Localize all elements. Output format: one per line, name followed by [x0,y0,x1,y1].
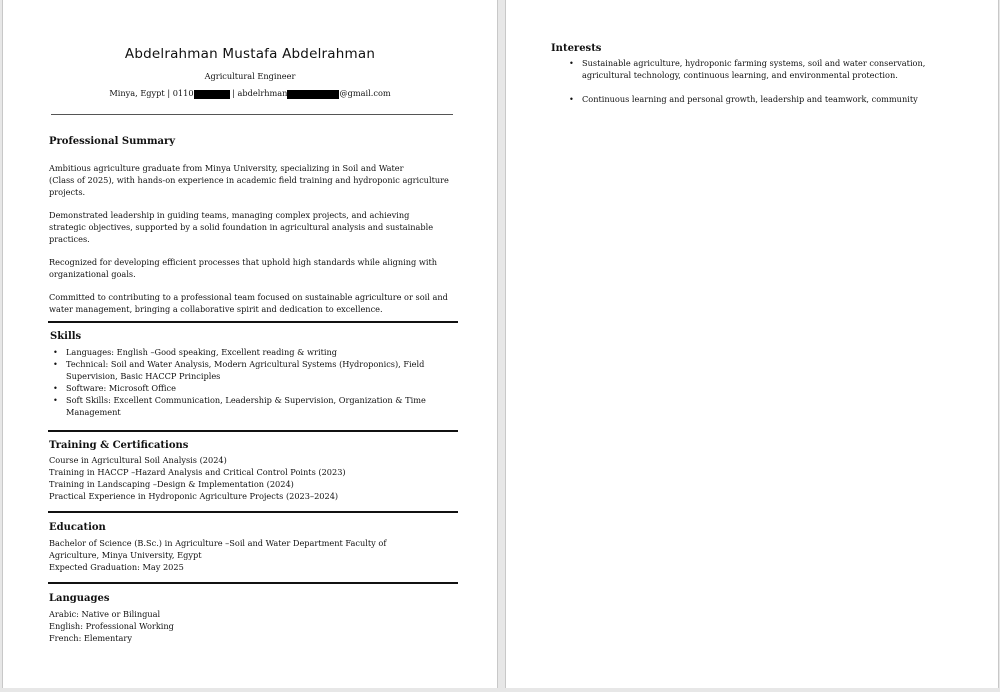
list-item: • Continuous learning and personal growth, leadership and teamwork, community [582,93,925,105]
phone: 0110 [172,88,194,98]
skills-list: • Languages: English –Good speaking, Excellent reading & writing • Technical: Soil and Water Analysis, Modern Agricultural Systems (Hydroponics), Field Supervision, Basic HACCP Principles • Software: Microsoft Office • Soft Skills: Excellent Communication, Leadership & Supervision, Organization & Time Management [66,346,426,418]
languages-heading: Languages [49,593,110,604]
list-item: French: Elementary [49,633,132,643]
redaction-bar [287,90,339,99]
list-item: • Sustainable agriculture, hydroponic farming systems, soil and water conservation, [582,57,925,69]
summary-paragraph: Committed to contributing to a professional team focused on sustainable agriculture or soil and water management, bringing a collaborative spirit and dedication to excellence. [49,292,448,314]
list-item: Training in HACCP –Hazard Analysis and Critical Control Points (2023) [49,467,346,477]
summary-paragraph: Ambitious agriculture graduate from Minya University, specializing in Soil and Water (Class of 2025), with hands-on experience in academic field training and hydroponic agriculture projects. [49,163,449,197]
location: Minya, Egypt [109,88,165,98]
education-heading: Education [49,522,106,533]
summary-heading: Professional Summary [49,136,176,147]
list-item: Arabic: Native or Bilingual [49,609,161,619]
section-divider [48,511,458,513]
section-divider [48,582,458,584]
list-item: • Software: Microsoft Office [66,382,426,394]
contact-line: Minya, Egypt | 0110 | abdelrhman @gmail.com [109,88,391,98]
list-item: • Soft Skills: Excellent Communication, Leadership & Supervision, Organization & Time [66,394,426,406]
resume-page-1 [2,0,498,688]
candidate-title: Agricultural Engineer [204,71,296,81]
list-item: • Technical: Soil and Water Analysis, Modern Agricultural Systems (Hydroponics), Field [66,358,426,370]
training-heading: Training & Certifications [49,440,189,451]
skills-heading: Skills [50,331,82,342]
education-details: Bachelor of Science (B.Sc.) in Agriculture –Soil and Water Department Faculty of Agriculture, Minya University, Egypt Expected Graduation: May 2025 [49,538,387,572]
languages-list [49,608,174,644]
list-item: Training in Landscaping –Design & Implementation (2024) [49,479,294,489]
resume-page-2 [505,0,999,688]
summary-paragraph: Demonstrated leadership in guiding teams, managing complex projects, and achieving strategic objectives, supported by a solid foundation in agricultural analysis and sustainable practices. [49,210,434,244]
section-divider [48,321,458,323]
interests-list: • Sustainable agriculture, hydroponic farming systems, soil and water conservation, agricultural technology, continuous learning, and environmental protection. • Continuous learning and personal growth, leadership and teamwork, community [582,57,925,105]
list-item: English: Professional Working [49,621,174,631]
header-divider [51,114,453,115]
list-item: Practical Experience in Hydroponic Agriculture Projects (2023–2024) [49,491,339,501]
candidate-name: Abdelrahman Mustafa Abdelrahman [124,46,376,62]
email: abdelrhman @gmail.com [237,88,391,98]
training-list [49,454,346,502]
list-item: Course in Agricultural Soil Analysis (2024) [49,455,227,465]
redaction-bar [194,90,230,99]
summary-paragraph: Recognized for developing efficient processes that uphold high standards while aligning with organizational goals. [49,257,438,279]
list-item: • Languages: English –Good speaking, Excellent reading & writing [66,346,426,358]
interests-heading: Interests [551,43,602,54]
section-divider [48,430,458,432]
